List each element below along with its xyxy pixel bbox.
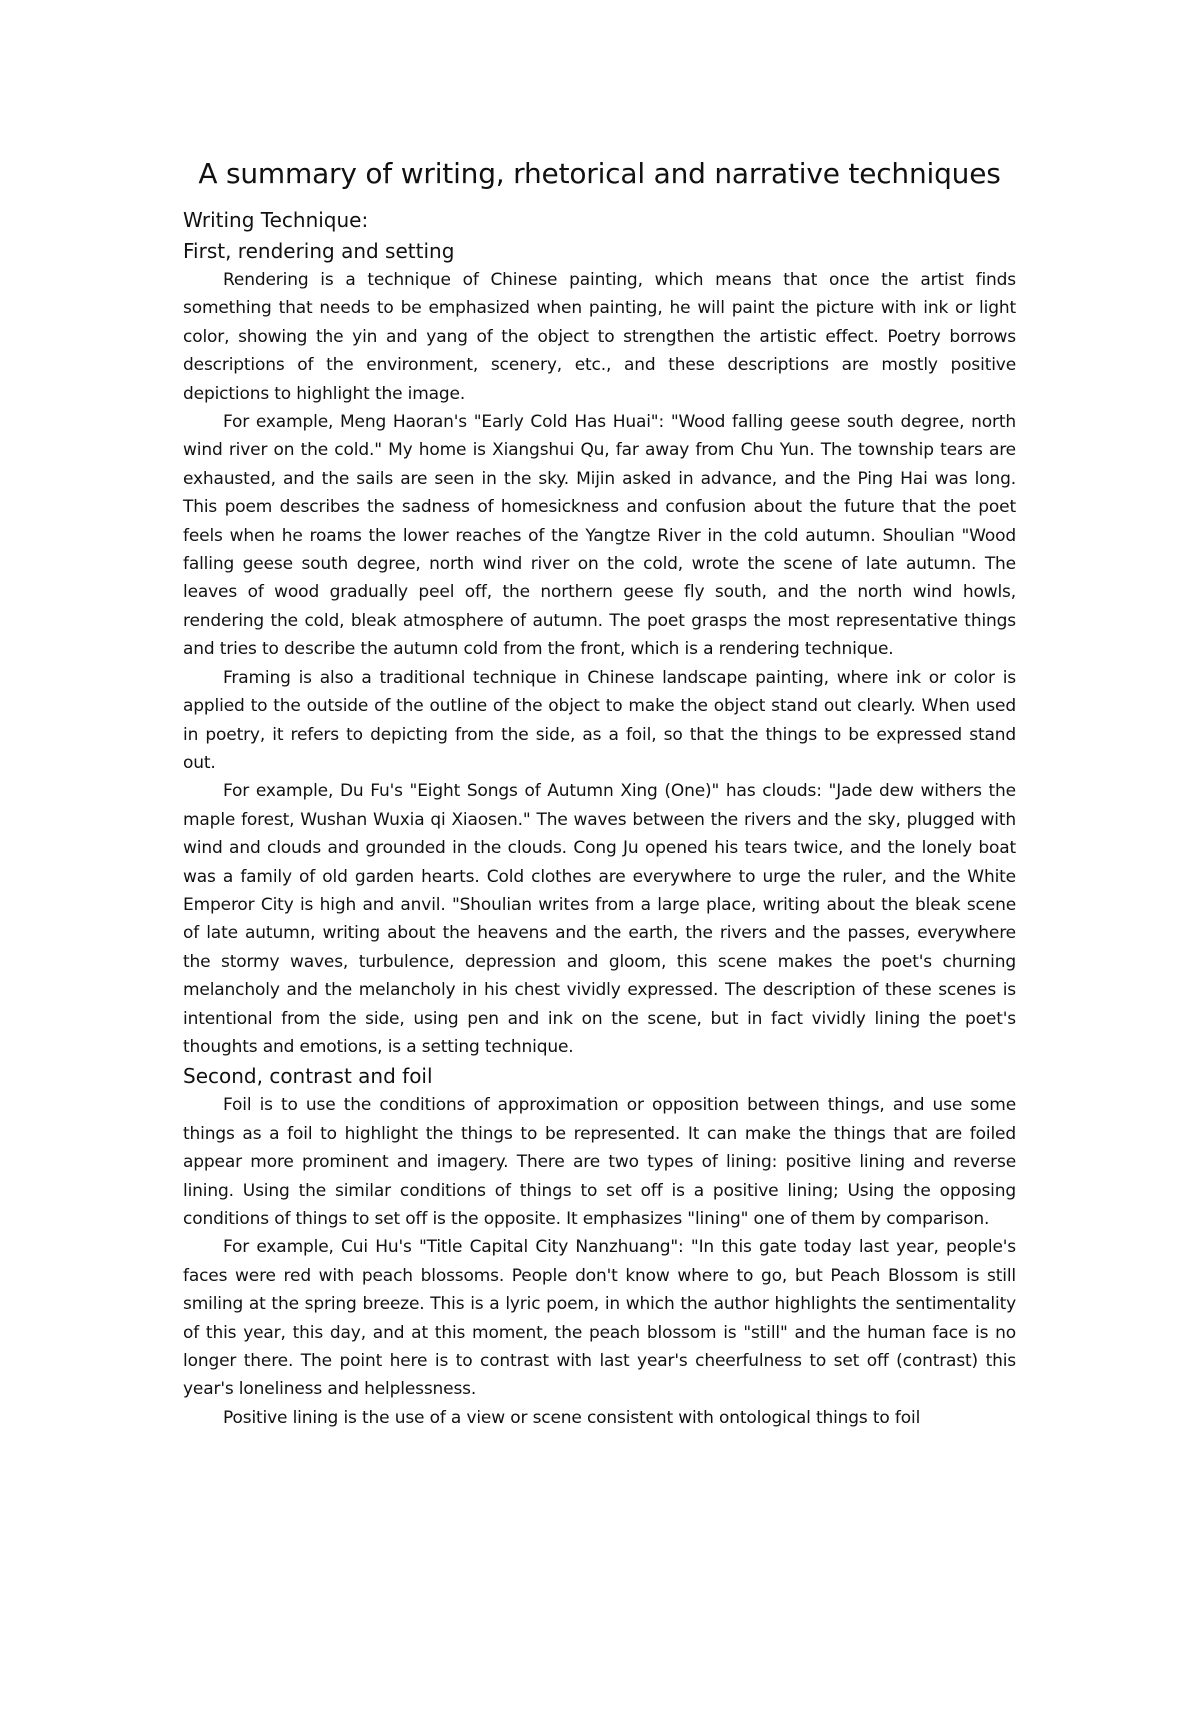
- document-page: [183, 150, 1016, 1432]
- subsection-heading: First, rendering and setting: [183, 239, 455, 263]
- paragraph: Rendering is a technique of Chinese painting, which means that once the artist finds something that needs to be emphasized when painting, he will paint the picture with ink or light color, showing the yin and yang of the object to strengthen the artistic effect. Poetry borrows descriptions of the environment, scenery, etc., and these descriptions are mostly positive depictions to highlight the image.: [183, 270, 1016, 404]
- paragraph: Foil is to use the conditions of approximation or opposition between things, and use some things as a foil to highlight the things to be represented. It can make the things that are foiled appear more prominent and imagery. There are two types of lining: positive lining and reverse lining. Using the similar conditions of things to set off is a positive lining; Using the opposing conditions of things to set off is the opposite. It emphasizes "lining" one of them by comparison.: [183, 1095, 1016, 1229]
- paragraph: For example, Du Fu's "Eight Songs of Autumn Xing (One)" has clouds: "Jade dew withers the maple forest, Wushan Wuxia qi Xiaosen." The waves between the rivers and the sky, plugged with wind and clouds and grounded in the clouds. Cong Ju opened his tears twice, and the lonely boat was a family of old garden hearts. Cold clothes are everywhere to urge the ruler, and the White Emperor City is high and anvil. "Shoulian writes from a large place, writing about the bleak scene of late autumn, writing about the heavens and the earth, the rivers and the passes, everywhere the stormy waves, turbulence, depression and gloom, this scene makes the poet's churning melancholy and the melancholy in his chest vividly expressed. The description of these scenes is intentional from the side, using pen and ink on the scene, but in fact vividly lining the poet's thoughts and emotions, is a setting technique.: [183, 781, 1016, 1057]
- paragraph: For example, Cui Hu's "Title Capital City Nanzhuang": "In this gate today last year, people's faces were red with peach blossoms. People don't know where to go, but Peach Blossom is still smiling at the spring breeze. This is a lyric poem, in which the author highlights the sentimentality of this year, this day, and at this moment, the peach blossom is "still" and the human face is no longer there. The point here is to contrast with last year's cheerfulness to set off (contrast) this year's loneliness and helplessness.: [183, 1237, 1016, 1400]
- document-title: A summary of writing, rhetorical and narrative techniques: [198, 157, 1001, 190]
- paragraph: Framing is also a traditional technique in Chinese landscape painting, where ink or color is applied to the outside of the outline of the object to make the object stand out clearly. When used in poetry, it refers to depicting from the side, as a foil, so that the things to be expressed stand out.: [183, 667, 1016, 773]
- subsection-heading: Second, contrast and foil: [183, 1064, 433, 1089]
- section-heading: Writing Technique:: [183, 208, 369, 232]
- paragraph: For example, Meng Haoran's "Early Cold Has Huai": "Wood falling geese south degree, north wind river on the cold." My home is Xiangshui Qu, far away from Chu Yun. The township tears are exhausted, and the sails are seen in the sky. Mijin asked in advance, and the Ping Hai was long. This poem describes the sadness of homesickness and confusion about the future that the poet feels when he roams the lower reaches of the Yangtze River in the cold autumn. Shoulian "Wood falling geese south degree, north wind river on the cold, wrote the scene of late autumn. The leaves of wood gradually peel off, the northern geese fly south, and the north wind howls, rendering the cold, bleak atmosphere of autumn. The poet grasps the most representative things and tries to describe the autumn cold from the front, which is a rendering technique.: [183, 412, 1016, 660]
- paragraph: Positive lining is the use of a view or scene consistent with ontological things to foil: [223, 1407, 921, 1428]
